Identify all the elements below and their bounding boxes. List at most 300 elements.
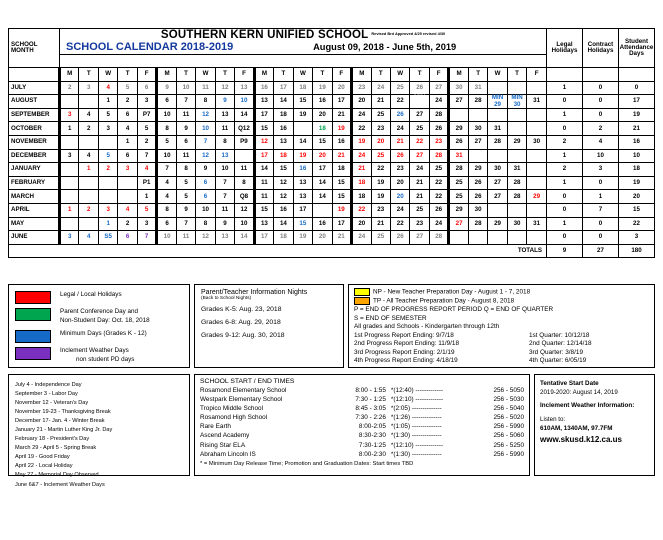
calendar-day-cell [488,81,507,95]
legend-swatch-purple [15,347,51,360]
calendar-day-cell: 28 [429,108,448,122]
calendar-day-cell: 11 [176,231,195,245]
calendar-day-cell: 15 [332,176,351,190]
dow-w3-m: M [254,68,273,82]
school-time-row [200,431,524,440]
calendar-day-cell: 9 [176,122,195,136]
contract-count: 3 [583,163,619,177]
calendar-day-cell: 2 [118,217,137,231]
calendar-day-cell [527,231,547,245]
contract-count: 4 [583,136,619,150]
calendar-day-cell: 22 [410,136,429,150]
calendar-day-cell: 3 [137,95,156,109]
calendar-day-cell: 15 [293,95,312,109]
calendar-day-cell: 26 [449,136,468,150]
minimum-day-time: *(12:10) ------------- [390,441,444,449]
calendar-day-cell: 14 [254,163,273,177]
attendance-count: 10 [619,149,655,163]
calendar-body [9,29,655,258]
calendar-day-cell: 5 [176,190,195,204]
info-panels [8,284,655,368]
semester-key-line: S = END OF SEMESTER [354,314,427,322]
calendar-day-cell: 20 [352,95,371,109]
school-phone: 256 - 5050 [493,387,524,394]
calendar-day-cell: 31 [488,122,507,136]
calendar-day-cell: 29 [507,136,526,150]
month-label: JUNE [9,231,60,245]
school-calendar-table [8,28,655,258]
parent-nights-grade-68: Grades 6-8: Aug. 29, 2018 [201,319,281,326]
legend-item [15,346,185,365]
dow-legal-blank [547,68,583,82]
quarter-3: 3rd Quarter: 3/8/19 [529,348,583,356]
calendar-day-cell: 12 [274,190,293,204]
calendar-day-cell [527,81,547,95]
calendar-day-cell [507,108,526,122]
calendar-day-cell: 23 [371,122,390,136]
dow-w3-t: T [274,68,293,82]
calendar-day-cell: 10 [235,95,254,109]
calendar-day-cell: 27 [410,149,429,163]
calendar-day-cell: 26 [390,149,409,163]
district-website-url[interactable]: www.skusd.k12.ca.us [540,434,622,444]
calendar-day-cell [507,149,526,163]
holiday-line: February 18 - President's Day [15,436,90,443]
calendar-day-cell: 21 [332,108,351,122]
calendar-day-cell: 7 [176,217,195,231]
calendar-day-cell: 15 [274,163,293,177]
calendar-day-cell: 28 [507,190,526,204]
calendar-day-cell: 1 [79,163,98,177]
legal-count: 0 [547,190,583,204]
school-times-rows [200,386,524,459]
calendar-day-cell: 18 [274,108,293,122]
school-time-row [200,404,524,413]
legend-line-2: non student PD days [76,356,135,364]
calendar-day-cell: 7 [137,149,156,163]
calendar-day-cell: 6 [118,231,137,245]
calendar-day-cell: 23 [410,217,429,231]
calendar-day-cell: 8 [196,217,215,231]
school-name: Rising Star ELA [200,441,246,449]
calendar-day-cell: 10 [196,204,215,218]
tp-color-chip [354,297,370,305]
calendar-day-cell: 11 [235,163,254,177]
calendar-day-cell: 31 [527,95,547,109]
calendar-day-cell: 26 [410,81,429,95]
legend-line-1: Legal / Local Holidays [60,291,122,298]
calendar-day-cell: 6 [118,108,137,122]
calendar-day-cell: 7 [157,163,176,177]
calendar-day-cell: 22 [429,190,448,204]
calendar-day-cell: 4 [137,163,156,177]
calendar-day-cell: 13 [293,190,312,204]
quarter-1: 1st Quarter: 10/12/18 [529,331,590,339]
calendar-day-cell: 16 [274,122,293,136]
calendar-day-cell: 7 [176,95,195,109]
day-of-week-row [9,68,655,82]
calendar-day-cell: MIN 29 [488,95,507,109]
calendar-day-cell: 20 [390,176,409,190]
calendar-day-cell [60,136,79,150]
school-calendar-page [0,28,663,540]
legal-count: 0 [547,231,583,245]
calendar-month-row [9,108,655,122]
calendar-day-cell: 6 [157,217,176,231]
calendar-day-cell: 25 [410,204,429,218]
calendar-day-cell [507,231,526,245]
calendar-day-cell [79,95,98,109]
total-legal: 9 [547,244,583,258]
calendar-day-cell: 17 [293,204,312,218]
progress-report-1: 1st Progress Report Ending: 9/7/18 [354,331,454,339]
calendar-day-cell: 8 [157,204,176,218]
school-hours: 7:30-1:25 [358,441,386,449]
legend-text [60,329,147,338]
dow-attendance-blank [619,68,655,82]
calendar-day-cell: 27 [488,190,507,204]
calendar-day-cell: 4 [79,149,98,163]
calendar-day-cell: 5 [98,149,117,163]
calendar-day-cell: 28 [468,95,487,109]
dow-w2-w: W [196,68,215,82]
school-hours: 7:30 - 1:25 [355,396,386,404]
calendar-day-cell: 27 [449,95,468,109]
calendar-day-cell [507,204,526,218]
legend-line-2: Non-Student Day: Oct. 18, 2018 [60,317,150,325]
calendar-month-row [9,217,655,231]
calendar-day-cell: 19 [332,204,351,218]
month-label: APRIL [9,204,60,218]
calendar-day-cell [118,190,137,204]
calendar-day-cell: 28 [429,231,448,245]
total-contract: 27 [583,244,619,258]
school-name: Rosamond Elementary School [200,387,287,394]
calendar-day-cell: 14 [293,136,312,150]
calendar-day-cell: 24 [390,204,409,218]
calendar-day-cell: 16 [313,95,332,109]
progress-row-3 [354,349,649,357]
month-label: FEBRUARY [9,176,60,190]
calendar-day-cell: 27 [449,217,468,231]
calendar-day-cell: 14 [235,108,254,122]
calendar-day-cell: 24 [429,217,448,231]
calendar-day-cell: 17 [254,108,273,122]
calendar-day-cell [527,163,547,177]
calendar-day-cell: 26 [429,122,448,136]
calendar-day-cell: 11 [215,204,234,218]
calendar-day-cell: 3 [79,81,98,95]
calendar-day-cell: 26 [468,176,487,190]
calendar-day-cell: 3 [98,122,117,136]
calendar-day-cell: P9 [235,136,254,150]
calendar-totals-row [9,244,655,258]
calendar-day-cell: 22 [390,95,409,109]
calendar-month-row [9,81,655,95]
student-attendance-header: Student Attendance Days [619,29,655,68]
calendar-day-cell: 4 [118,204,137,218]
attendance-count: 20 [619,190,655,204]
calendar-day-cell: 5 [137,122,156,136]
calendar-day-cell: 20 [352,217,371,231]
calendar-day-cell: 18 [332,163,351,177]
dow-w4-th: T [410,68,429,82]
calendar-day-cell [98,136,117,150]
calendar-day-cell [449,108,468,122]
tp-legend-text: TP - All Teacher Preparation Day - August 8, 2018 [373,297,515,305]
calendar-day-cell: 22 [352,122,371,136]
contract-count: 0 [583,95,619,109]
calendar-day-cell: 25 [371,108,390,122]
progress-row-2 [354,340,649,348]
holiday-line: June 6&7 - Inclement Weather Days [15,481,105,488]
attendance-count: 3 [619,231,655,245]
calendar-day-cell: 20 [313,149,332,163]
dow-w1-f: F [137,68,156,82]
calendar-day-cell: 10 [235,217,254,231]
legal-count: 1 [547,217,583,231]
legend-text [60,307,150,326]
dow-w2-th: T [215,68,234,82]
legend-swatch-green [15,308,51,321]
calendar-day-cell: 29 [527,190,547,204]
totals-label: TOTALS [9,244,547,258]
calendar-day-cell: 2 [98,163,117,177]
school-phone: 256 - 5990 [493,450,524,458]
calendar-day-cell: 13 [215,108,234,122]
calendar-day-cell: 16 [254,81,273,95]
calendar-day-cell: MIN 23 [410,95,429,109]
calendar-day-cell: 25 [371,149,390,163]
calendar-day-cell: 4 [79,231,98,245]
minimum-day-time: *(12:10) ------------- [390,396,444,404]
calendar-day-cell: 2 [79,122,98,136]
school-hours: 8:00 - 1:55 [355,387,386,394]
calendar-day-cell [488,108,507,122]
legal-count: 0 [547,204,583,218]
calendar-day-cell: 11 [176,108,195,122]
minimum-day-time: *(1:30) -------------- [390,450,442,458]
calendar-day-cell: 24 [352,231,371,245]
progress-report-3: 3rd Progress Report Ending: 2/1/19 [354,348,455,356]
calendar-day-cell: 1 [118,136,137,150]
calendar-day-cell: 18 [313,122,332,136]
calendar-day-cell: 28 [449,163,468,177]
month-label: SEPTEMBER [9,108,60,122]
calendar-day-cell: 9 [157,81,176,95]
calendar-day-cell: 11 [254,176,273,190]
calendar-day-cell: 13 [254,217,273,231]
dow-w3-f: F [332,68,351,82]
calendar-day-cell: 16 [313,217,332,231]
calendar-day-cell [60,95,79,109]
calendar-day-cell: 15 [313,136,332,150]
legend-line-1: Parent Conference Day and [60,308,139,315]
calendar-day-cell: 24 [371,81,390,95]
month-label: MAY [9,217,60,231]
calendar-day-cell: 4 [118,122,137,136]
calendar-day-cell: 31 [468,81,487,95]
dow-w3-th: T [313,68,332,82]
progress-report-2: 2nd Progress Report Ending: 11/9/18 [354,340,460,348]
calendar-day-cell: 1 [98,95,117,109]
calendar-day-cell: 15 [293,217,312,231]
school-hours: 8:45 - 3:05 [355,405,386,413]
month-label: NOVEMBER [9,136,60,150]
parent-nights-title: Parent/Teacher Information Nights [201,289,308,296]
calendar-subtitle: SCHOOL CALENDAR 2018-2019 [66,40,234,53]
calendar-month-row [9,136,655,150]
calendar-day-cell: 15 [254,204,273,218]
calendar-day-cell: 29 [449,122,468,136]
calendar-day-cell: 31 [527,217,547,231]
calendar-day-cell: 23 [390,163,409,177]
calendar-day-cell [98,190,117,204]
calendar-day-cell [79,136,98,150]
calendar-day-cell: 18 [352,176,371,190]
calendar-day-cell: 28 [429,149,448,163]
holiday-line: April 22 - Local Holiday [15,463,73,470]
calendar-month-row [9,149,655,163]
school-phone: 256 - 5040 [493,405,524,413]
month-label: DECEMBER [9,149,60,163]
calendar-day-cell: 15 [332,190,351,204]
school-times-title: SCHOOL START / END TIMES [200,378,295,385]
dow-w5-w: W [488,68,507,82]
calendar-day-cell: 10 [215,163,234,177]
month-label: JANUARY [9,163,60,177]
calendar-day-cell: 27 [468,136,487,150]
calendar-day-cell: 19 [332,122,351,136]
contract-count: 0 [583,108,619,122]
calendar-day-cell: 3 [98,204,117,218]
radio-stations: 610AM, 1340AM, 97.7FM [540,424,613,432]
dow-w4-t: T [371,68,390,82]
calendar-month-row [9,122,655,136]
calendar-day-cell: 6 [196,176,215,190]
calendar-day-cell: 1 [60,204,79,218]
school-time-row [200,441,524,450]
calendar-day-cell: 25 [410,122,429,136]
calendar-day-cell: 14 [313,176,332,190]
calendar-day-cell: 26 [429,204,448,218]
progress-key-line: P = END OF PROGRESS REPORT PERIOD Q = END OF QUARTER [354,306,554,314]
calendar-day-cell: 12 [196,149,215,163]
contract-count: 0 [583,231,619,245]
calendar-day-cell: 10 [157,231,176,245]
school-phone: 256 - 5060 [493,432,524,440]
calendar-day-cell: 19 [293,108,312,122]
calendar-day-cell: 30 [507,217,526,231]
calendar-day-cell: 12 [196,231,215,245]
calendar-day-cell: 5 [118,81,137,95]
calendar-month-row [9,231,655,245]
month-label: OCTOBER [9,122,60,136]
calendar-month-row [9,95,655,109]
legal-count: 0 [547,95,583,109]
calendar-day-cell: S14 [235,149,254,163]
calendar-day-cell: 17 [332,217,351,231]
calendar-day-cell: 13 [215,231,234,245]
dow-w5-f: F [527,68,547,82]
calendar-day-cell [118,176,137,190]
calendar-day-cell: 23 [429,136,448,150]
calendar-day-cell: 21 [352,163,371,177]
calendar-day-cell: 4 [157,176,176,190]
calendar-day-cell [488,231,507,245]
progress-report-4: 4th Progress Report Ending: 4/18/19 [354,357,458,364]
calendar-day-cell: 26 [390,108,409,122]
calendar-day-cell: 27 [488,176,507,190]
calendar-day-cell: 10 [157,149,176,163]
calendar-day-cell: 24 [352,108,371,122]
calendar-day-cell: 2 [60,81,79,95]
info-panels-row [8,284,655,368]
calendar-day-cell: 25 [371,231,390,245]
calendar-day-cell: 28 [507,176,526,190]
calendar-day-cell [60,163,79,177]
calendar-day-cell: 1 [137,190,156,204]
calendar-day-cell: 2 [118,95,137,109]
color-legend-box [8,284,190,368]
listen-to-label: Listen to: [540,416,566,424]
calendar-day-cell: 24 [352,149,371,163]
calendar-day-cell [527,149,547,163]
calendar-day-cell: 24 [390,122,409,136]
school-time-row [200,413,524,422]
calendar-day-cell: 6 [118,149,137,163]
holiday-line: March 29 - April 5 - Spring Break [15,445,97,452]
calendar-day-cell [79,176,98,190]
calendar-day-cell: 23 [352,81,371,95]
legal-count: 0 [547,122,583,136]
calendar-day-cell: 27 [410,231,429,245]
month-label: AUGUST [9,95,60,109]
attendance-count: 16 [619,136,655,150]
school-times-footnote: * = Minimum Day Release Time; Promotion and Graduation Dates: Start times TBD [200,460,414,467]
calendar-day-cell: 19 [352,136,371,150]
calendar-day-cell: 27 [429,81,448,95]
progress-row-4 [354,357,649,365]
calendar-day-cell: 25 [449,190,468,204]
calendar-day-cell: 14 [313,190,332,204]
minimum-day-time: *(2:05) -------------- [390,405,442,413]
calendar-month-row [9,176,655,190]
dow-month-blank [9,68,60,82]
calendar-day-cell [527,108,547,122]
school-hours: 8:00-2:30 [358,450,386,458]
holiday-line: January 21 - Martin Luther King Jr. Day [15,427,113,434]
calendar-day-cell: 21 [410,190,429,204]
calendar-day-cell: 17 [293,122,312,136]
calendar-day-cell: 30 [449,81,468,95]
calendar-day-cell: 12 [215,81,234,95]
holiday-line: July 4 - Independence Day [15,382,82,388]
calendar-day-cell: 17 [254,231,273,245]
dow-w4-m: M [352,68,371,82]
calendar-day-cell [527,204,547,218]
calendar-day-cell: 9 [176,204,195,218]
calendar-day-cell: 20 [332,81,351,95]
legend-item [15,329,185,343]
school-month-header: SCHOOL MONTH [9,29,60,68]
calendar-day-cell [468,108,487,122]
calendar-day-cell: 2 [137,136,156,150]
calendar-day-cell: 5 [176,176,195,190]
calendar-day-cell [60,176,79,190]
calendar-day-cell: 8 [235,176,254,190]
np-color-chip [354,288,370,296]
